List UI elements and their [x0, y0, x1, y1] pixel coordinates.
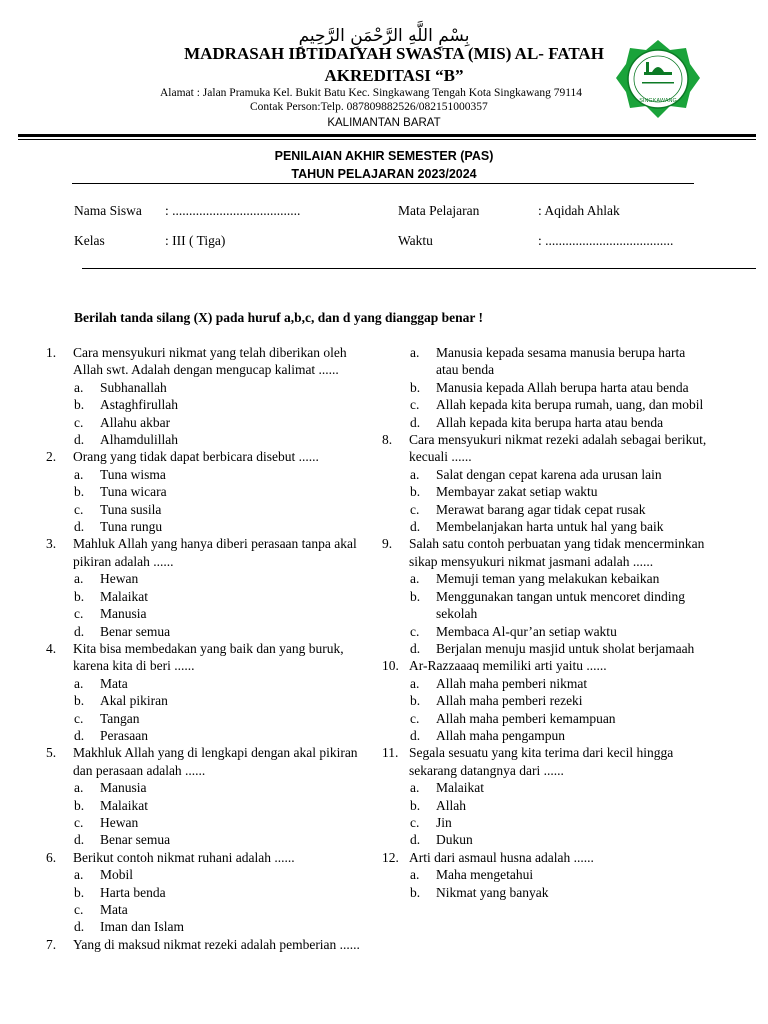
- answer-option[interactable]: [382, 884, 710, 901]
- question-number: 9.: [382, 536, 393, 552]
- option-letter: d.: [410, 640, 421, 656]
- question-body: Cara mensyukuri nikmat yang telah diberikan oleh Allah swt. Adalah dengan mengucap kalimat ......: [73, 345, 347, 378]
- option-text: Allahu akbar: [100, 414, 171, 430]
- answer-option[interactable]: [382, 483, 710, 500]
- answer-option[interactable]: [382, 727, 710, 744]
- answer-option[interactable]: [382, 779, 710, 796]
- answer-option[interactable]: [46, 710, 368, 727]
- answer-option[interactable]: [46, 814, 368, 831]
- question-item: [46, 936, 368, 953]
- class-value: : III ( Tiga): [165, 233, 226, 248]
- option-text: Berjalan menuju masjid untuk sholat berjamaah: [436, 640, 695, 656]
- option-text: Subhanallah: [100, 379, 167, 395]
- option-letter: c.: [74, 710, 84, 726]
- school-name: MADRASAH IBTIDAIYAH SWASTA (MIS) AL- FATAH: [184, 44, 604, 63]
- option-text: Dukun: [436, 832, 473, 848]
- question-body: Cara mensyukuri nikmat rezeki adalah sebagai berikut, kecuali ......: [409, 432, 707, 465]
- header-rule-thick: [18, 134, 756, 137]
- question-number: 7.: [46, 936, 57, 952]
- option-letter: d.: [74, 519, 85, 535]
- option-letter: c.: [74, 414, 84, 430]
- option-text: Alhamdulillah: [100, 432, 178, 448]
- question-text: [46, 936, 368, 953]
- answer-option[interactable]: [382, 814, 710, 831]
- info-rule: [82, 268, 756, 269]
- option-letter: d.: [74, 919, 85, 935]
- option-text: Allah kepada kita berupa rumah, uang, dan mobil: [436, 397, 704, 413]
- question-number: 5.: [46, 745, 57, 761]
- option-text: Astaghfirullah: [100, 397, 178, 413]
- option-letter: a.: [410, 571, 420, 587]
- time-field[interactable]: : ......................................: [538, 233, 674, 248]
- answer-option[interactable]: [382, 518, 710, 535]
- answer-option[interactable]: [46, 692, 368, 709]
- question-number: 8.: [382, 432, 393, 448]
- option-letter: b.: [74, 693, 85, 709]
- answer-option[interactable]: [382, 623, 710, 640]
- question-item: [46, 744, 368, 848]
- subject-value: : Aqidah Ahlak: [538, 203, 620, 218]
- answer-option[interactable]: [46, 918, 368, 935]
- option-letter: b.: [74, 797, 85, 813]
- option-text: Tangan: [100, 710, 140, 726]
- question-number: 10.: [382, 658, 399, 674]
- question-text: [382, 657, 710, 674]
- school-contact: Contak Person:Telp. 087809882526/082151000357: [250, 101, 488, 113]
- option-letter: a.: [74, 780, 84, 796]
- option-text: Akal pikiran: [100, 693, 168, 709]
- accreditation: AKREDITASI “B”: [324, 66, 464, 85]
- answer-option[interactable]: [382, 588, 710, 623]
- option-letter: d.: [410, 414, 421, 430]
- title-rule: [72, 183, 694, 184]
- option-text: Iman dan Islam: [100, 919, 184, 935]
- answer-option[interactable]: [382, 866, 710, 883]
- option-text: Manusia kepada sesama manusia berupa harta atau benda: [436, 345, 686, 378]
- option-letter: b.: [410, 797, 421, 813]
- question-text: [46, 640, 368, 675]
- question-item: [46, 849, 368, 936]
- question-text: [46, 535, 368, 570]
- option-letter: c.: [410, 501, 420, 517]
- answer-option[interactable]: [382, 831, 710, 848]
- answer-option[interactable]: [46, 518, 368, 535]
- option-text: Hewan: [100, 814, 139, 830]
- option-letter: c.: [74, 902, 84, 917]
- question-item: [382, 344, 710, 431]
- option-text: Jin: [436, 814, 452, 830]
- option-text: Tuna susila: [100, 501, 162, 517]
- option-letter: d.: [410, 727, 421, 743]
- answer-option[interactable]: [46, 884, 368, 901]
- answer-option[interactable]: [46, 866, 368, 883]
- question-text: [382, 535, 710, 570]
- option-letter: c.: [410, 710, 420, 726]
- question-text: [46, 344, 368, 379]
- option-letter: a.: [410, 675, 420, 691]
- question-body: Ar-Razzaaaq memiliki arti yaitu ......: [409, 658, 607, 674]
- answer-option[interactable]: [46, 675, 368, 692]
- option-text: Merawat barang agar tidak cepat rusak: [436, 501, 646, 517]
- school-address: Alamat : Jalan Pramuka Kel. Bukit Batu Kec. Singkawang Tengah Kota Singkawang 79114: [160, 87, 583, 99]
- answer-option[interactable]: [382, 379, 710, 396]
- option-letter: d.: [74, 623, 85, 639]
- question-text: [382, 744, 710, 779]
- province: KALIMANTAN BARAT: [327, 117, 441, 129]
- option-letter: c.: [410, 623, 420, 639]
- question-text: [382, 431, 710, 466]
- option-letter: d.: [74, 432, 85, 448]
- answer-option[interactable]: [382, 344, 710, 379]
- option-text: Perasaan: [100, 727, 148, 743]
- option-letter: c.: [74, 814, 84, 830]
- option-letter: b.: [74, 588, 85, 604]
- option-text: Benar semua: [100, 832, 171, 848]
- instruction: Berilah tanda silang (X) pada huruf a,b,c, dan d yang dianggap benar !: [74, 310, 483, 325]
- option-text: Malaikat: [100, 797, 148, 813]
- answer-option[interactable]: [46, 901, 368, 918]
- option-letter: a.: [74, 867, 84, 883]
- question-body: Makhluk Allah yang di lengkapi dengan akal pikiran dan perasaan adalah ......: [73, 745, 358, 778]
- option-letter: b.: [74, 484, 85, 500]
- question-number: 4.: [46, 640, 57, 656]
- question-item: [46, 640, 368, 744]
- question-column-right: [382, 344, 710, 901]
- option-letter: a.: [74, 675, 84, 691]
- answer-option[interactable]: [382, 692, 710, 709]
- question-item: [46, 535, 368, 639]
- option-letter: b.: [74, 397, 85, 413]
- question-body: Mahluk Allah yang hanya diberi perasaan tanpa akal pikiran adalah ......: [73, 536, 357, 569]
- option-text: Menggunakan tangan untuk mencoret dinding sekolah: [436, 588, 685, 622]
- answer-option[interactable]: [382, 501, 710, 518]
- question-item: [382, 849, 710, 901]
- option-text: Benar semua: [100, 623, 171, 639]
- option-text: Allah: [436, 797, 466, 813]
- time-label: Waktu: [398, 233, 433, 248]
- option-text: Tuna wisma: [100, 466, 166, 482]
- option-text: Allah maha pemberi kemampuan: [436, 710, 616, 726]
- question-item: [46, 448, 368, 535]
- option-text: Malaikat: [436, 780, 484, 796]
- option-text: Mata: [100, 902, 128, 917]
- option-letter: d.: [410, 832, 421, 848]
- option-letter: c.: [74, 501, 84, 517]
- option-letter: b.: [410, 693, 421, 709]
- bismillah-heading: بِسْمِ اللَّهِ الرَّحْمَنِ الرَّحِيمِ: [298, 26, 470, 46]
- option-letter: d.: [410, 519, 421, 535]
- question-body: Orang yang tidak dapat berbicara disebut ......: [73, 449, 319, 465]
- answer-option[interactable]: [46, 466, 368, 483]
- option-letter: c.: [410, 397, 420, 413]
- answer-option[interactable]: [46, 779, 368, 796]
- question-number: 6.: [46, 849, 57, 865]
- option-text: Nikmat yang banyak: [436, 884, 549, 900]
- exam-year: TAHUN PELAJARAN 2023/2024: [291, 167, 477, 181]
- option-text: Membaca Al-qur’an setiap waktu: [436, 623, 617, 639]
- answer-option[interactable]: [382, 466, 710, 483]
- option-letter: a.: [74, 379, 84, 395]
- option-text: Malaikat: [100, 588, 148, 604]
- header-rule-thin: [18, 139, 756, 140]
- option-text: Allah maha pemberi rezeki: [436, 693, 583, 709]
- question-body: Arti dari asmaul husna adalah ......: [409, 849, 594, 865]
- option-letter: a.: [74, 466, 84, 482]
- question-number: 11.: [382, 745, 399, 761]
- option-text: Allah maha pengampun: [436, 727, 565, 743]
- option-text: Mata: [100, 675, 128, 691]
- question-item: [382, 657, 710, 744]
- answer-option[interactable]: [46, 396, 368, 413]
- option-text: Tuna rungu: [100, 519, 163, 535]
- question-number: 1.: [46, 345, 57, 360]
- question-column-left: [46, 344, 368, 953]
- answer-option[interactable]: [382, 675, 710, 692]
- question-text: [46, 744, 368, 779]
- question-item: [382, 431, 710, 535]
- name-field[interactable]: : ......................................: [165, 203, 301, 218]
- option-text: Allah kepada kita berupa harta atau benda: [436, 414, 664, 430]
- option-letter: a.: [410, 345, 420, 360]
- answer-option[interactable]: [46, 623, 368, 640]
- answer-option[interactable]: [46, 379, 368, 396]
- option-letter: c.: [74, 606, 84, 622]
- question-number: 3.: [46, 536, 57, 552]
- answer-option[interactable]: [382, 414, 710, 431]
- option-text: Harta benda: [100, 884, 166, 900]
- option-text: Manusia: [100, 606, 147, 622]
- answer-option[interactable]: [46, 570, 368, 587]
- logo-text: SINGKAWANG: [639, 98, 677, 104]
- class-label: Kelas: [74, 233, 105, 248]
- subject-label: Mata Pelajaran: [398, 203, 480, 218]
- answer-option[interactable]: [382, 396, 710, 413]
- question-number: 12.: [382, 849, 399, 865]
- answer-option[interactable]: [46, 797, 368, 814]
- question-number: 2.: [46, 449, 57, 465]
- option-letter: b.: [410, 588, 421, 604]
- option-letter: b.: [410, 484, 421, 500]
- option-text: Memuji teman yang melakukan kebaikan: [436, 571, 660, 587]
- option-letter: c.: [410, 814, 420, 830]
- answer-option[interactable]: [46, 588, 368, 605]
- option-letter: b.: [410, 884, 421, 900]
- option-letter: d.: [74, 727, 85, 743]
- question-text: [46, 849, 368, 866]
- answer-option[interactable]: [46, 605, 368, 622]
- answer-option[interactable]: [382, 570, 710, 587]
- option-letter: a.: [74, 571, 84, 587]
- option-text: Manusia: [100, 780, 147, 796]
- question-body: Yang di maksud nikmat rezeki adalah pemberian ......: [73, 936, 360, 952]
- answer-option[interactable]: [382, 797, 710, 814]
- option-text: Manusia kepada Allah berupa harta atau benda: [436, 379, 689, 395]
- option-text: Mobil: [100, 867, 134, 883]
- exam-title: PENILAIAN AKHIR SEMESTER (PAS): [274, 149, 494, 163]
- option-letter: b.: [74, 884, 85, 900]
- answer-option[interactable]: [46, 483, 368, 500]
- option-letter: a.: [410, 867, 420, 883]
- question-item: [382, 744, 710, 848]
- answer-option[interactable]: [46, 414, 368, 431]
- question-body: Kita bisa membedakan yang baik dan yang buruk, karena kita di beri ......: [73, 640, 344, 674]
- question-body: Segala sesuatu yang kita terima dari kecil hingga sekarang datangnya dari ......: [409, 745, 674, 778]
- answer-option[interactable]: [46, 431, 368, 448]
- question-item: [382, 535, 710, 657]
- option-text: Allah maha pemberi nikmat: [436, 675, 588, 691]
- option-letter: a.: [410, 780, 420, 796]
- answer-option[interactable]: [46, 727, 368, 744]
- option-letter: b.: [410, 379, 421, 395]
- option-text: Maha mengetahui: [436, 867, 534, 883]
- option-text: Tuna wicara: [100, 484, 167, 500]
- school-logo-icon: [616, 38, 700, 120]
- question-text: [382, 849, 710, 866]
- option-text: Membelanjakan harta untuk hal yang baik: [436, 519, 664, 535]
- answer-option[interactable]: [46, 831, 368, 848]
- answer-option[interactable]: [382, 710, 710, 727]
- option-text: Hewan: [100, 571, 139, 587]
- answer-option[interactable]: [382, 640, 710, 657]
- question-item: [46, 344, 368, 448]
- option-text: Membayar zakat setiap waktu: [436, 484, 598, 500]
- option-letter: d.: [74, 832, 85, 848]
- question-body: Salah satu contoh perbuatan yang tidak mencerminkan sikap mensyukuri nikmat jasmani adalah ......: [409, 536, 705, 569]
- option-letter: a.: [410, 466, 420, 482]
- answer-option[interactable]: [46, 501, 368, 518]
- question-text: [46, 448, 368, 465]
- name-label: Nama Siswa: [74, 203, 142, 218]
- option-text: Salat dengan cepat karena ada urusan lain: [436, 466, 662, 482]
- question-body: Berikut contoh nikmat ruhani adalah ......: [73, 849, 295, 865]
